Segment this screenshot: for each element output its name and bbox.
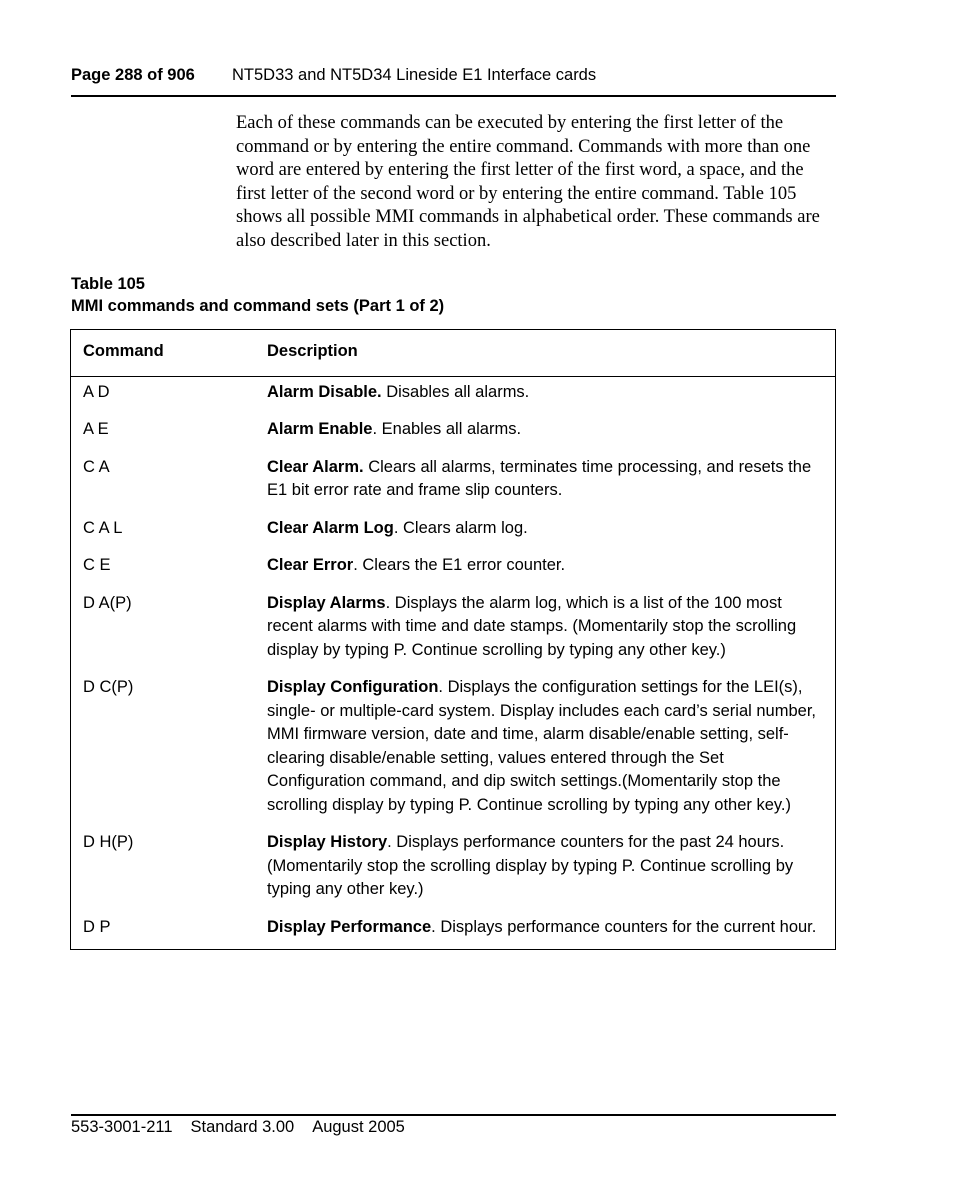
table-row [71, 517, 835, 555]
page-footer [71, 1118, 423, 1137]
command-description: Disables all alarms. [381, 382, 530, 401]
table-title: MMI commands and command sets (Part 1 of 2) [71, 297, 445, 315]
table-row [71, 456, 835, 517]
table-row [71, 376, 835, 418]
table-row [71, 676, 835, 831]
table-row [71, 418, 835, 456]
command-description: . Displays performance counters for the past 24 hours. (Momentarily stop the scrolling display by typing P. Continue scrolling by typing any other key.) [267, 833, 794, 898]
command-term: Clear Error [267, 556, 354, 574]
command-cell: D H(P) [83, 833, 134, 851]
command-description: Clears all alarms, terminates time processing, and resets the E1 bit error rate and frame slip counters. [267, 457, 812, 499]
description-cell [267, 376, 835, 418]
page-header [71, 66, 836, 86]
command-term: Display Performance [267, 917, 432, 936]
table-row [71, 916, 835, 950]
command-cell: C A [83, 457, 110, 476]
table-header-row [71, 330, 835, 376]
command-cell: D A(P) [83, 593, 132, 612]
header-divider [71, 95, 836, 97]
document-title: NT5D33 and NT5D34 Lineside E1 Interface cards [232, 66, 597, 84]
column-header-description: Description [267, 330, 835, 376]
command-cell: D C(P) [83, 678, 134, 696]
table-number: Table 105 [71, 275, 145, 293]
command-cell: A D [83, 382, 110, 401]
page-number: Page 288 of 906 [71, 66, 195, 84]
command-term: Display Alarms [267, 593, 386, 612]
footer-date: August 2005 [312, 1118, 405, 1136]
command-term: Alarm Disable. [267, 382, 382, 401]
command-description: . Displays performance counters for the current hour. [431, 917, 817, 936]
command-description: . Displays the configuration settings for the LEI(s), single- or multiple-card system. Display includes each card’s serial number, MMI firmware version, date and time, alarm disable/enable setting, self-clearing disable/enable setting, values entered through the Set Configuration command, and dip switch settings.(Momentarily stop the scrolling display by typing P. Continue scrolling by typing any other key.) [267, 678, 817, 814]
command-cell: C E [83, 556, 111, 574]
description-cell [267, 916, 835, 950]
description-cell [267, 456, 835, 517]
footer-divider [71, 1114, 836, 1116]
table-caption [71, 273, 444, 317]
command-cell: A E [83, 420, 109, 438]
command-term: Clear Alarm Log [267, 518, 394, 537]
command-cell: C A L [83, 518, 123, 537]
description-cell [267, 517, 835, 555]
command-term: Display Configuration [267, 678, 439, 696]
command-term: Alarm Enable [267, 420, 373, 438]
command-term: Clear Alarm. [267, 457, 364, 476]
column-header-command: Command [71, 330, 267, 376]
description-cell [267, 676, 835, 831]
command-description: . Enables all alarms. [372, 420, 522, 438]
description-cell [267, 554, 835, 592]
intro-paragraph: Each of these commands can be executed by entering the first letter of the command or by entering the entire command. Commands with more than one word are entered by entering the first letter of the first word, a space, and the first letter of the second word or by entering the entire command. Table 105 shows all possible MMI commands in alphabetical order. These commands are also described later in this section. [236, 113, 820, 251]
footer-doc-number: 553-3001-211 [71, 1118, 173, 1136]
command-description: . Clears alarm log. [393, 518, 528, 537]
table-row [71, 554, 835, 592]
command-description: . Displays the alarm log, which is a list of the 100 most recent alarms with time and date stamps. (Momentarily stop the scrolling display by typing P. Continue scrolling by typing any other key.) [267, 593, 797, 659]
commands-table [70, 329, 836, 950]
description-cell [267, 831, 835, 916]
description-cell [267, 418, 835, 456]
table-row [71, 592, 835, 677]
command-term: Display History [267, 833, 388, 851]
table-row [71, 831, 835, 916]
description-cell [267, 592, 835, 677]
command-cell: D P [83, 917, 111, 936]
command-description: . Clears the E1 error counter. [353, 556, 566, 574]
footer-standard: Standard 3.00 [190, 1118, 295, 1136]
